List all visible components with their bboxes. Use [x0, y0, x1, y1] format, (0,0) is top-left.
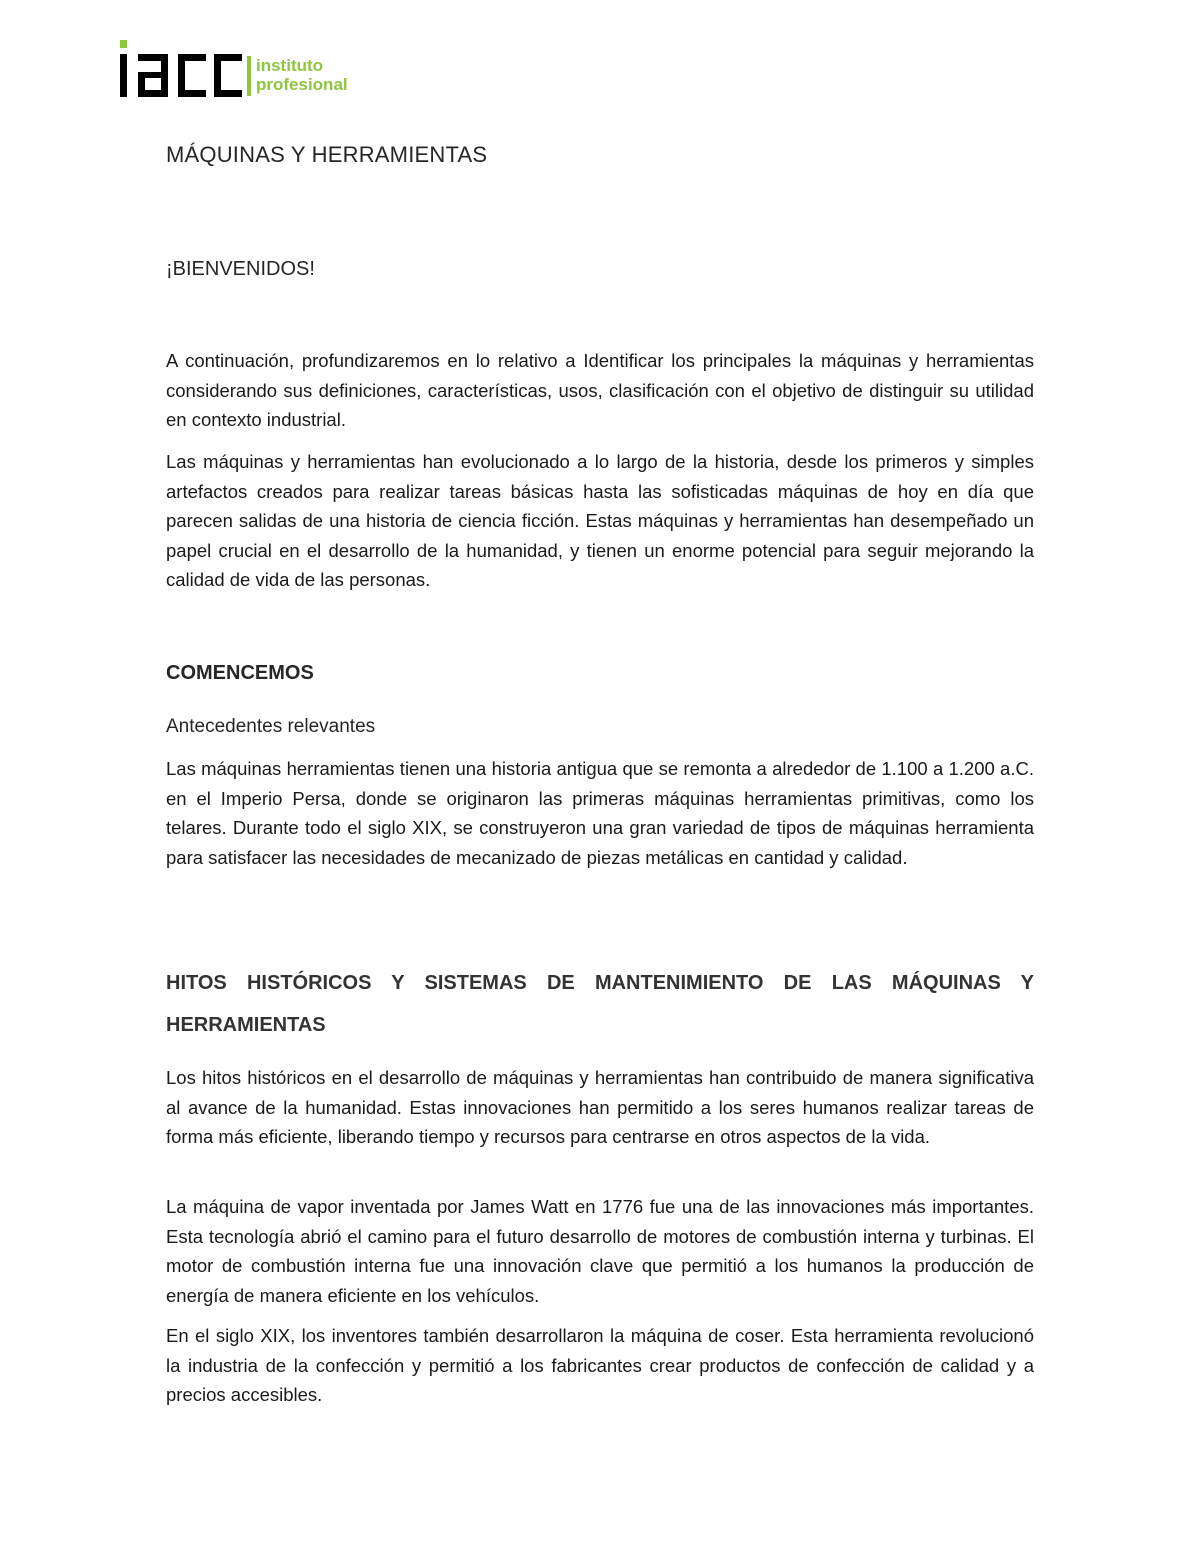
intro-paragraph-2: Las máquinas y herramientas han evolucionado a lo largo de la historia, desde los primeros y simples artefactos creados para realizar tareas básicas hasta las sofisticadas máquinas de hoy en día que parecen salidas de una historia de ciencia ficción. Estas máquinas y herramientas han desempeñado un papel crucial en el desarrollo de la humanidad, y tienen un enorme potencial para seguir mejorando la calidad de vida de las personas.	[166, 451, 1034, 591]
logo-i-stem	[120, 54, 127, 97]
logo-accent-bar	[247, 56, 251, 96]
document-title: MÁQUINAS Y HERRAMIENTAS	[166, 142, 488, 167]
logo-i-dot	[120, 40, 127, 48]
section2-paragraph-2: La máquina de vapor inventada por James Watt en 1776 fue una de las innovaciones más importantes. Esta tecnología abrió el camino para el futuro desarrollo de motores de combustión interna y turbinas. El motor de combustión interna fue una innovación clave que permitió a los humanos la producción de energía de manera eficiente en los vehículos.	[166, 1196, 1034, 1306]
logo-text-instituto: instituto	[256, 56, 324, 75]
section2-paragraph-1: Los hitos históricos en el desarrollo de máquinas y herramientas han contribuido de manera significativa al avance de la humanidad. Estas innovaciones han permitido a los seres humanos realizar tareas de forma más eficiente, liberando tiempo y recursos para centrarse en otros aspectos de la vida.	[166, 1067, 1034, 1148]
section2-paragraph-3: En el siglo XIX, los inventores también desarrollaron la máquina de coser. Esta herramienta revolucionó la industria de la confección y permitió a los fabricantes crear productos de confección de calidad y a precios accesibles.	[166, 1325, 1034, 1406]
section-subheading-antecedentes: Antecedentes relevantes	[166, 716, 376, 737]
logo-a	[138, 54, 168, 97]
intro-paragraph-1: A continuación, profundizaremos en lo relativo a Identificar los principales la máquinas y herramientas considerando sus definiciones, características, usos, clasificación con el objetivo de distinguir su utilidad en contexto industrial.	[166, 350, 1034, 431]
logo-c2	[214, 54, 242, 97]
logo-c1	[178, 54, 206, 97]
iacc-logo	[118, 40, 368, 102]
section1-paragraph-1: Las máquinas herramientas tienen una historia antigua que se remonta a alrededor de 1.100 a 1.200 a.C. en el Imperio Persa, donde se originaron las primeras máquinas herramientas primitivas, como los telares. Durante todo el siglo XIX, se construyeron una gran variedad de tipos de máquinas herramienta para satisfacer las necesidades de mecanizado de piezas metálicas en cantidad y calidad.	[166, 758, 1034, 868]
section-heading-hitos: HITOS HISTÓRICOS Y SISTEMAS DE MANTENIMIENTO DE LAS MÁQUINAS Y HERRAMIENTAS	[166, 972, 1034, 1036]
logo-text-profesional: profesional	[256, 75, 348, 94]
section-heading-comencemos: COMENCEMOS	[166, 662, 314, 684]
iacc-logo-graphic	[118, 40, 368, 102]
welcome-heading: ¡BIENVENIDOS!	[166, 258, 315, 280]
